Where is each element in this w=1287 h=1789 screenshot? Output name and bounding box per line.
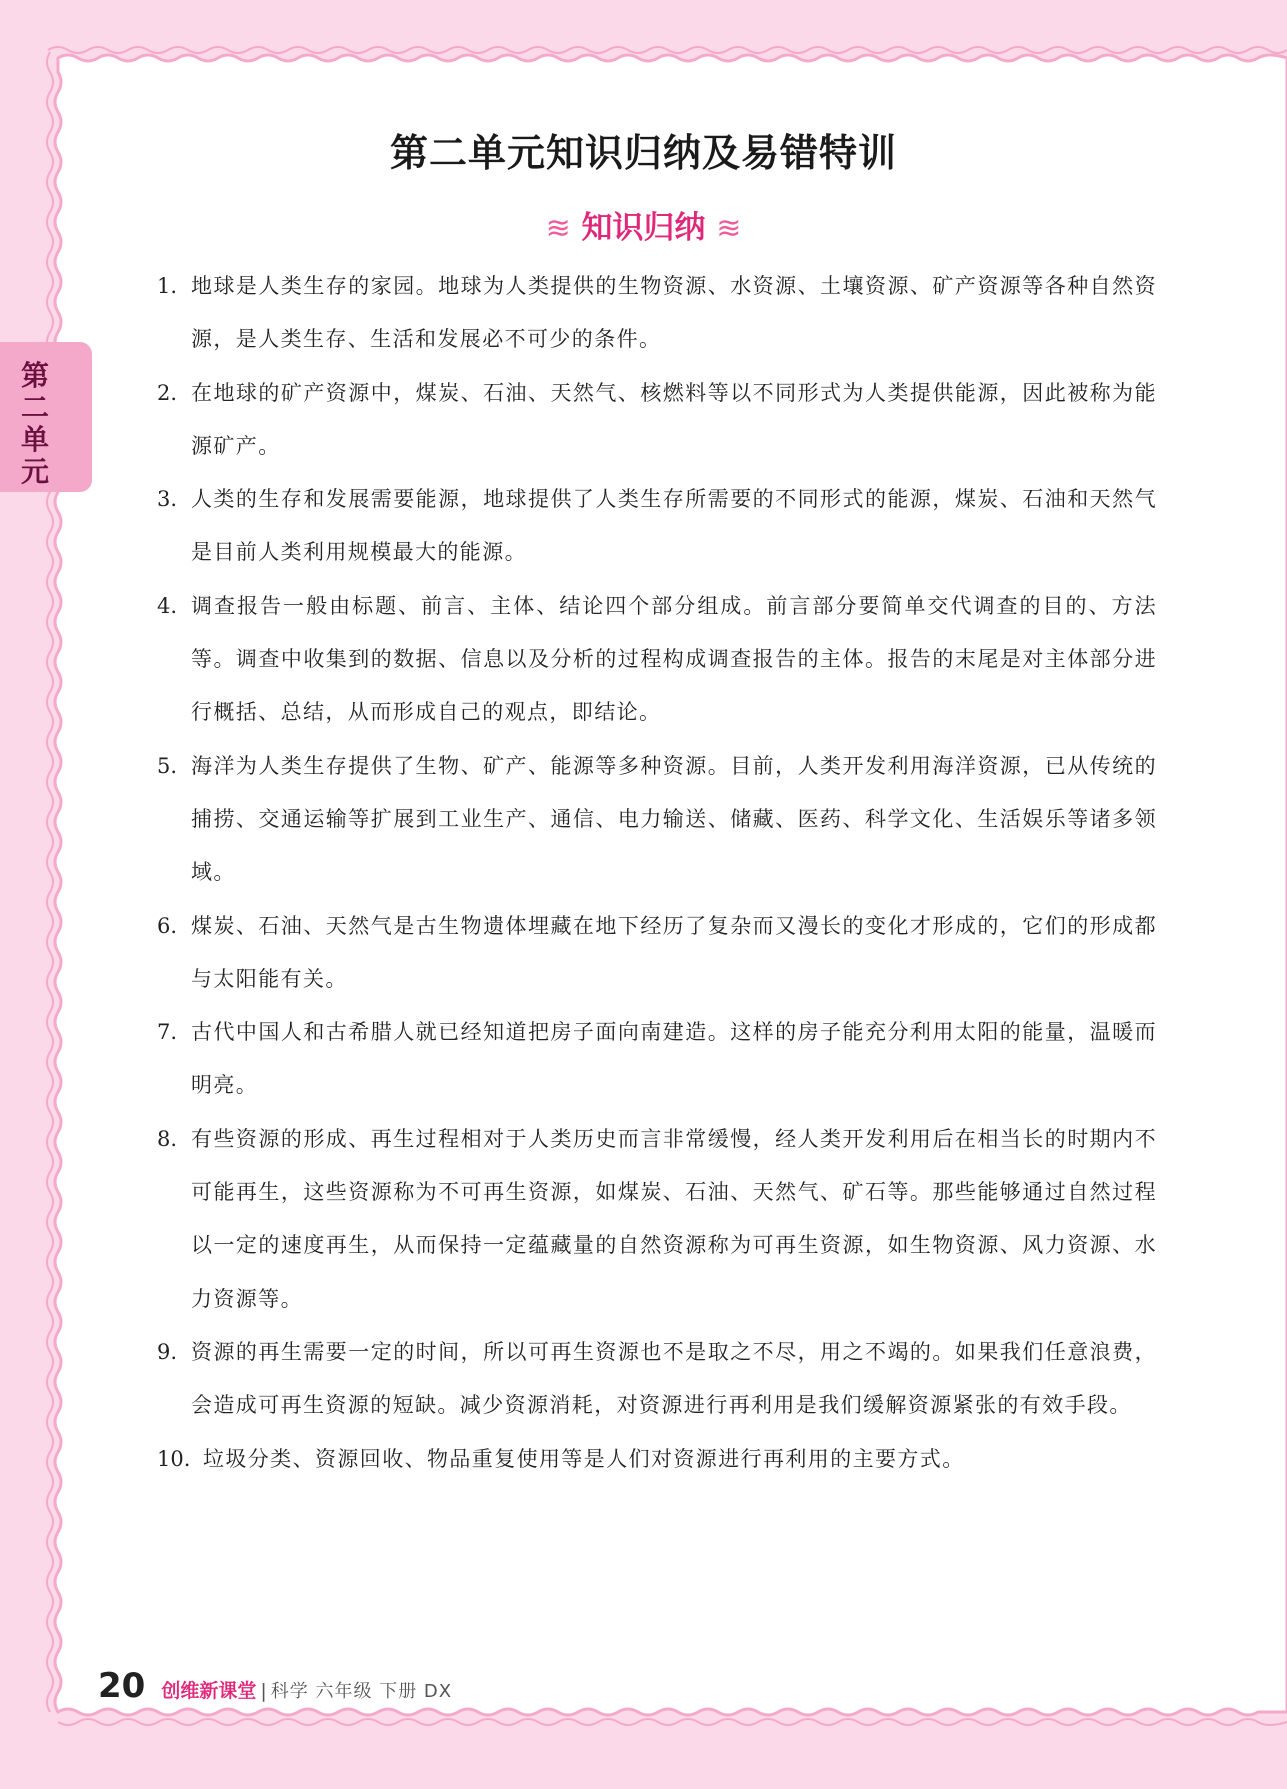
item-text: 海洋为人类生存提供了生物、矿产、能源等多种资源。目前，人类开发利用海洋资源，已从传统的捕捞、交通运输等扩展到工业生产、通信、电力输送、储藏、医药、科学文化、生活娱乐等诸多领域。 xyxy=(191,753,1157,885)
knowledge-list xyxy=(157,260,1157,1486)
page-footer xyxy=(98,1666,452,1706)
item-text: 调查报告一般由标题、前言、主体、结论四个部分组成。前言部分要简单交代调查的目的、方法等。调查中收集到的数据、信息以及分析的过程构成调查报告的主体。报告的末尾是对主体部分进行概括、总结，从而形成自己的观点，即结论。 xyxy=(191,593,1157,725)
item-number: 1. xyxy=(157,274,178,298)
page-title: 第二单元知识归纳及易错特训 xyxy=(389,131,897,175)
list-item xyxy=(157,1433,1157,1486)
item-text: 古代中国人和古希腊人就已经知道把房子面向南建造。这样的房子能充分利用太阳的能量，温暖而明亮。 xyxy=(191,1020,1157,1098)
book-info: 科学 六年级 下册 DX xyxy=(270,1681,453,1702)
list-item xyxy=(157,580,1157,740)
page-number: 20 xyxy=(98,1666,146,1706)
item-text: 煤炭、石油、天然气是古生物遗体埋藏在地下经历了复杂而又漫长的变化才形成的，它们的形成都与太阳能有关。 xyxy=(191,913,1157,991)
item-text: 垃圾分类、资源回收、物品重复使用等是人们对资源进行再利用的主要方式。 xyxy=(203,1446,965,1471)
list-item xyxy=(157,1326,1157,1433)
list-item xyxy=(157,1113,1157,1326)
item-number: 10. xyxy=(157,1446,191,1471)
unit-side-tab xyxy=(0,342,92,492)
item-number: 2. xyxy=(157,380,178,405)
item-number: 5. xyxy=(157,753,178,778)
wave-decoration-icon: ≋ xyxy=(545,211,571,246)
section-heading xyxy=(0,202,1287,247)
list-item xyxy=(157,740,1157,900)
wave-decoration-icon: ≋ xyxy=(716,211,742,246)
item-number: 7. xyxy=(157,1020,178,1045)
item-number: 9. xyxy=(157,1339,178,1364)
item-number: 3. xyxy=(157,487,178,512)
footer-separator: | xyxy=(260,1680,267,1702)
item-text: 资源的再生需要一定的时间，所以可再生资源也不是取之不尽，用之不竭的。如果我们任意浪费，会造成可再生资源的短缺。减少资源消耗，对资源进行再利用是我们缓解资源紧张的有效手段。 xyxy=(191,1339,1157,1418)
item-number: 8. xyxy=(157,1126,178,1151)
item-text: 地球是人类生存的家园。地球为人类提供的生物资源、水资源、土壤资源、矿产资源等各种自然资源，是人类生存、生活和发展必不可少的条件。 xyxy=(191,274,1157,352)
list-item xyxy=(157,473,1157,580)
item-text: 有些资源的形成、再生过程相对于人类历史而言非常缓慢，经人类开发利用后在相当长的时期内不可能再生，这些资源称为不可再生资源，如煤炭、石油、天然气、矿石等。那些能够通过自然过程以一定的速度再生，从而保持一定蕴藏量的自然资源称为可再生资源，如生物资源、风力资源、水力资源等。 xyxy=(191,1126,1157,1311)
brand-name: 创维新课堂 xyxy=(161,1680,257,1702)
item-number: 6. xyxy=(157,913,178,938)
list-item xyxy=(157,900,1157,1007)
section-heading-text: 知识归纳 xyxy=(581,210,706,246)
item-text: 人类的生存和发展需要能源，地球提供了人类生存所需要的不同形式的能源，煤炭、石油和天然气是目前人类利用规模最大的能源。 xyxy=(191,487,1157,565)
item-text: 在地球的矿产资源中，煤炭、石油、天然气、核燃料等以不同形式为人类提供能源，因此被称为能源矿产。 xyxy=(191,380,1157,458)
unit-side-tab-label: 第二单元 xyxy=(20,359,49,488)
list-item xyxy=(157,260,1157,367)
list-item xyxy=(157,1006,1157,1113)
item-number: 4. xyxy=(157,593,178,618)
list-item xyxy=(157,367,1157,474)
